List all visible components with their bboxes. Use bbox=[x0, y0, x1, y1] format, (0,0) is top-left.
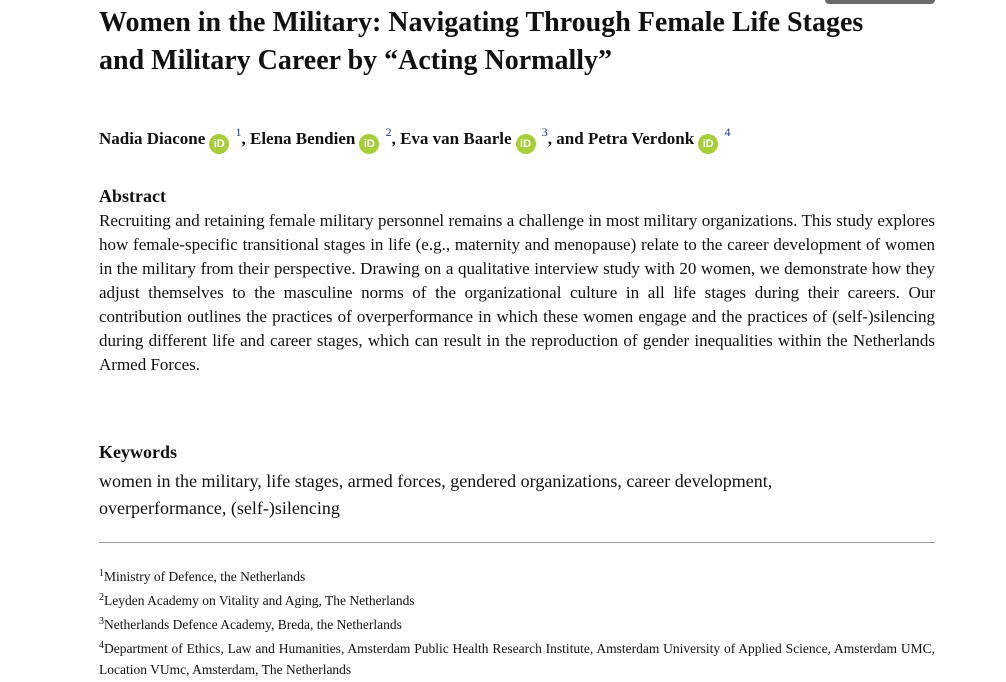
keywords-heading: Keywords bbox=[99, 442, 177, 462]
footnote-text: Ministry of Defence, the Netherlands bbox=[104, 569, 306, 584]
affiliation-footnotes bbox=[99, 563, 935, 680]
author-name[interactable]: Petra Verdonk bbox=[587, 129, 695, 148]
affiliation-ref[interactable]: 2 bbox=[385, 125, 392, 139]
footnote-number: 1 bbox=[99, 568, 104, 579]
affiliation-ref[interactable]: 1 bbox=[235, 125, 242, 139]
author-separator: , bbox=[241, 129, 250, 148]
orcid-icon[interactable]: iD bbox=[359, 134, 379, 154]
keywords-text: women in the military, life stages, armed forces, gendered organizations, career development, overperformance, (self-)silencing bbox=[99, 471, 773, 518]
article-title: Women in the Military: Navigating Through Female Life Stages and Military Career by “Acting Normally” bbox=[99, 7, 864, 76]
affiliation-ref[interactable]: 3 bbox=[541, 125, 548, 139]
footnote-item bbox=[99, 611, 935, 635]
author-list bbox=[99, 118, 730, 154]
author-name[interactable]: Nadia Diacone bbox=[99, 129, 206, 148]
footnote-number: 3 bbox=[99, 616, 104, 627]
orcid-icon[interactable]: iD bbox=[698, 134, 718, 154]
author-name[interactable]: Elena Bendien bbox=[250, 129, 356, 148]
orcid-icon[interactable]: iD bbox=[209, 134, 229, 154]
footnote-text: Leyden Academy on Vitality and Aging, The Netherlands bbox=[104, 593, 415, 608]
footnote-number: 2 bbox=[99, 592, 104, 603]
author-separator: , and bbox=[547, 129, 588, 148]
footnote-text: Department of Ethics, Law and Humanities, Amsterdam Public Health Research Institute, Amsterdam University of Applied Science, Amsterdam UMC, Location VUmc, Amsterdam, The Netherlands bbox=[99, 641, 935, 677]
footnote-item bbox=[99, 563, 935, 587]
footnote-item bbox=[99, 587, 935, 611]
footnote-divider bbox=[99, 542, 935, 543]
footnote-item bbox=[99, 635, 935, 680]
affiliation-ref[interactable]: 4 bbox=[724, 125, 731, 139]
abstract-text: Recruiting and retaining female military personnel remains a challenge in most military organizations. This study explores how female-specific transitional stages in life (e.g., maternity and menopause) relate to the career development of women in the military from their perspective. Drawing on a qualitative interview study with 20 women, we demonstrate how they adjust themselves to the masculine norms of the organizational culture in all life stages during their careers. Our contribution outlines the practices of overperformance in which these women engage and the practices of (self-)silencing during different life and career stages, which can result in the reproduction of gender inequalities within the Netherlands Armed Forces. bbox=[99, 211, 935, 374]
footnote-number: 4 bbox=[99, 640, 104, 651]
author-name[interactable]: Eva van Baarle bbox=[400, 129, 512, 148]
abstract-heading: Abstract bbox=[99, 186, 166, 206]
footnote-text: Netherlands Defence Academy, Breda, the Netherlands bbox=[104, 617, 402, 632]
orcid-icon[interactable]: iD bbox=[516, 134, 536, 154]
author-separator: , bbox=[391, 129, 401, 148]
